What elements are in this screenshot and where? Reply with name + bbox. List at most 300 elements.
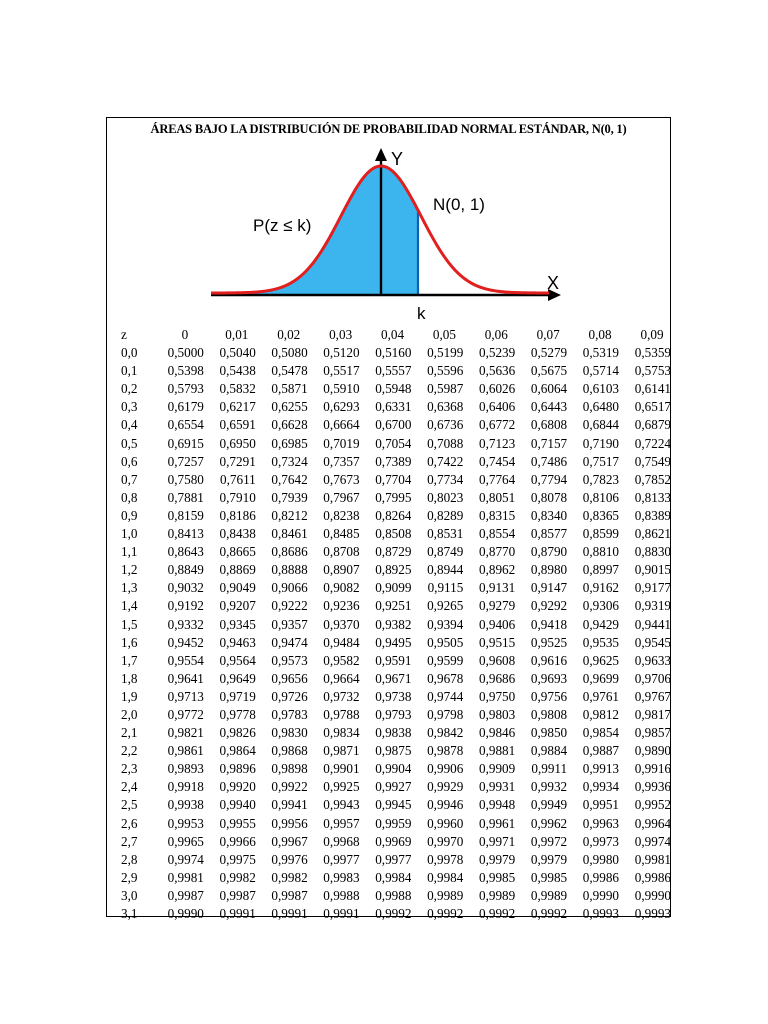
probability-cell: 0,9817: [634, 706, 671, 722]
probability-cell: 0,6443: [530, 399, 568, 415]
probability-cell: 0,6255: [271, 399, 308, 415]
probability-cell: 0,9115: [427, 580, 464, 596]
probability-cell: 0,7881: [167, 489, 204, 505]
z-value-cell: 2,1: [121, 725, 138, 741]
probability-cell: 0,9979: [530, 851, 568, 867]
table-row: [115, 362, 671, 380]
probability-cell: 0,6103: [582, 381, 620, 397]
z-value-cell: 2,2: [121, 743, 138, 759]
probability-cell: 0,9981: [167, 869, 204, 885]
table-row: [115, 742, 671, 760]
probability-cell: 0,7734: [427, 471, 464, 487]
probability-cell: 0,7019: [323, 435, 360, 451]
probability-cell: 0,9162: [582, 580, 620, 596]
probability-cell: 0,9927: [375, 779, 412, 795]
probability-cell: 0,9956: [271, 815, 308, 831]
table-row: [115, 652, 671, 670]
table-row: [115, 887, 671, 905]
probability-cell: 0,7123: [478, 435, 516, 451]
probability-cell: 0,9973: [582, 833, 620, 849]
probability-cell: 0,9960: [427, 815, 464, 831]
probability-cell: 0,8621: [634, 526, 671, 542]
probability-cell: 0,8925: [375, 562, 412, 578]
probability-cell: 0,5120: [323, 345, 360, 361]
table-row: [115, 706, 671, 724]
probability-cell: 0,9969: [375, 833, 412, 849]
probability-cell: 0,5080: [271, 345, 308, 361]
probability-cell: 0,9850: [530, 725, 568, 741]
probability-cell: 0,9808: [530, 706, 568, 722]
probability-cell: 0,9957: [323, 815, 360, 831]
probability-cell: 0,6985: [271, 435, 308, 451]
probability-cell: 0,9896: [219, 761, 256, 777]
probability-cell: 0,9986: [634, 869, 671, 885]
probability-cell: 0,9744: [427, 688, 464, 704]
probability-cell: 0,9989: [427, 887, 464, 903]
table-row: [115, 416, 671, 434]
probability-cell: 0,9974: [167, 851, 204, 867]
probability-cell: 0,9976: [271, 851, 308, 867]
probability-cell: 0,6700: [375, 417, 412, 433]
probability-cell: 0,5636: [478, 363, 516, 379]
z-value-cell: 2,0: [121, 706, 138, 722]
probability-cell: 0,8289: [427, 507, 464, 523]
probability-cell: 0,9803: [478, 706, 516, 722]
y-axis-arrow-icon: [375, 148, 387, 161]
probability-cell: 0,7357: [323, 453, 360, 469]
probability-cell: 0,9793: [375, 706, 412, 722]
probability-cell: 0,9641: [167, 670, 204, 686]
probability-cell: 0,9975: [219, 851, 256, 867]
probability-cell: 0,9989: [530, 887, 568, 903]
probability-cell: 0,9406: [478, 616, 516, 632]
probability-cell: 0,9898: [271, 761, 308, 777]
probability-cell: 0,9932: [530, 779, 568, 795]
column-header: 0: [181, 327, 189, 342]
probability-cell: 0,8389: [634, 507, 671, 523]
probability-cell: 0,8643: [167, 544, 204, 560]
probability-cell: 0,9887: [582, 743, 620, 759]
probability-cell: 0,5517: [323, 363, 360, 379]
z-table: [115, 326, 671, 923]
probability-cell: 0,9871: [323, 743, 360, 759]
probability-cell: 0,5438: [219, 363, 256, 379]
probability-cell: 0,9732: [323, 688, 360, 704]
z-value-cell: 2,7: [121, 833, 138, 849]
probability-cell: 0,7088: [427, 435, 464, 451]
probability-cell: 0,9664: [323, 670, 360, 686]
x-axis-label: X: [547, 273, 560, 293]
probability-cell: 0,7764: [478, 471, 516, 487]
probability-cell: 0,8554: [478, 526, 516, 542]
probability-cell: 0,9948: [478, 797, 516, 813]
probability-cell: 0,8907: [323, 562, 360, 578]
probability-cell: 0,9949: [530, 797, 568, 813]
probability-cell: 0,9671: [375, 670, 412, 686]
probability-cell: 0,7939: [271, 489, 308, 505]
table-row: [115, 398, 671, 416]
probability-cell: 0,6591: [219, 417, 256, 433]
probability-cell: 0,9357: [271, 616, 308, 632]
probability-cell: 0,9505: [427, 634, 464, 650]
probability-cell: 0,7673: [323, 471, 360, 487]
table-row: [115, 507, 671, 525]
probability-cell: 0,8686: [271, 544, 308, 560]
probability-cell: 0,9049: [219, 580, 256, 596]
z-value-cell: 1,7: [121, 652, 138, 668]
page-title: ÁREAS BAJO LA DISTRIBUCIÓN DE PROBABILIDAD NORMAL ESTÁNDAR, N(0, 1): [150, 122, 627, 136]
probability-cell: 0,9988: [323, 887, 360, 903]
probability-cell: 0,9265: [427, 598, 464, 614]
probability-cell: 0,9909: [478, 761, 516, 777]
probability-cell: 0,7704: [375, 471, 412, 487]
z-value-cell: 3,1: [121, 906, 138, 921]
probability-cell: 0,6950: [219, 435, 256, 451]
probability-cell: 0,9974: [634, 833, 671, 849]
y-axis-label: Y: [391, 149, 404, 169]
probability-cell: 0,6293: [323, 399, 360, 415]
probability-cell: 0,6879: [634, 417, 671, 433]
probability-cell: 0,9545: [634, 634, 671, 650]
probability-cell: 0,6026: [478, 381, 516, 397]
probability-cell: 0,6331: [375, 399, 412, 415]
column-header: 0,06: [484, 327, 508, 342]
probability-cell: 0,8106: [582, 489, 620, 505]
probability-cell: 0,9382: [375, 616, 412, 632]
probability-cell: 0,9970: [427, 833, 464, 849]
column-header: 0,04: [380, 327, 405, 342]
probability-cell: 0,6554: [167, 417, 204, 433]
table-row: [115, 905, 671, 923]
probability-cell: 0,9826: [219, 725, 256, 741]
probability-cell: 0,9941: [271, 797, 308, 813]
probability-cell: 0,9893: [167, 761, 204, 777]
z-value-cell: 1,1: [121, 544, 138, 560]
probability-cell: 0,9573: [271, 652, 308, 668]
probability-cell: 0,9943: [323, 797, 360, 813]
probability-cell: 0,8212: [271, 507, 308, 523]
probability-cell: 0,8749: [427, 544, 464, 560]
probability-cell: 0,9925: [323, 779, 360, 795]
probability-cell: 0,8413: [167, 526, 204, 542]
probability-cell: 0,9938: [167, 797, 204, 813]
probability-cell: 0,9756: [530, 688, 568, 704]
z-value-cell: 2,3: [121, 761, 138, 777]
probability-cell: 0,7389: [375, 453, 412, 469]
probability-cell: 0,9961: [478, 815, 516, 831]
probability-cell: 0,9719: [219, 688, 256, 704]
probability-cell: 0,9625: [582, 652, 620, 668]
table-row: [115, 561, 671, 579]
probability-cell: 0,7054: [375, 435, 412, 451]
column-header: 0,01: [225, 327, 249, 342]
probability-cell: 0,8962: [478, 562, 516, 578]
probability-cell: 0,5398: [167, 363, 204, 379]
probability-cell: 0,5199: [427, 345, 464, 361]
probability-cell: 0,6915: [167, 435, 204, 451]
probability-cell: 0,9929: [427, 779, 464, 795]
probability-cell: 0,9983: [323, 869, 360, 885]
probability-cell: 0,9582: [323, 652, 360, 668]
table-row: [115, 670, 671, 688]
probability-cell: 0,9821: [167, 725, 204, 741]
z-value-cell: 1,6: [121, 634, 138, 650]
probability-cell: 0,9236: [323, 598, 360, 614]
table-row: [115, 380, 671, 398]
table-row: [115, 778, 671, 796]
z-value-cell: 2,6: [121, 815, 138, 831]
probability-cell: 0,5987: [427, 381, 464, 397]
z-value-cell: 1,4: [121, 598, 138, 614]
probability-cell: 0,9788: [323, 706, 360, 722]
z-value-cell: 0,8: [121, 489, 138, 505]
z-value-cell: 0,5: [121, 435, 138, 451]
column-header: 0,09: [640, 327, 664, 342]
probability-cell: 0,9177: [634, 580, 671, 596]
probability-cell: 0,9394: [427, 616, 464, 632]
table-header-row: [115, 326, 671, 344]
probability-cell: 0,6844: [582, 417, 620, 433]
probability-cell: 0,9966: [219, 833, 256, 849]
probability-cell: 0,9988: [375, 887, 412, 903]
probability-cell: 0,5239: [478, 345, 516, 361]
probability-cell: 0,9953: [167, 815, 204, 831]
probability-cell: 0,9015: [634, 562, 671, 578]
table-row: [115, 688, 671, 706]
probability-cell: 0,7794: [530, 471, 568, 487]
probability-cell: 0,9913: [582, 761, 620, 777]
z-value-cell: 0,2: [121, 381, 138, 397]
probability-cell: 0,9955: [219, 815, 256, 831]
probability-cell: 0,9986: [582, 869, 620, 885]
probability-cell: 0,7190: [582, 435, 620, 451]
probability-cell: 0,9484: [323, 634, 360, 650]
probability-cell: 0,5000: [167, 345, 204, 361]
probability-cell: 0,9599: [427, 652, 464, 668]
probability-cell: 0,9981: [634, 851, 671, 867]
probability-cell: 0,6772: [478, 417, 516, 433]
probability-cell: 0,9971: [478, 833, 516, 849]
probability-cell: 0,9993: [582, 906, 620, 921]
z-value-cell: 0,0: [121, 345, 138, 361]
z-value-cell: 2,4: [121, 779, 138, 795]
probability-cell: 0,9778: [219, 706, 256, 722]
probability-cell: 0,7454: [478, 453, 516, 469]
probability-cell: 0,9931: [478, 779, 516, 795]
z-value-cell: 1,2: [121, 562, 138, 578]
probability-cell: 0,9441: [634, 616, 671, 632]
probability-cell: 0,9279: [478, 598, 516, 614]
probability-cell: 0,6217: [219, 399, 256, 415]
column-header: 0,07: [536, 327, 560, 342]
probability-cell: 0,9656: [271, 670, 308, 686]
probability-cell: 0,9977: [375, 851, 412, 867]
probability-cell: 0,9525: [530, 634, 568, 650]
table-row: [115, 344, 671, 362]
probability-cell: 0,5675: [530, 363, 568, 379]
probability-cell: 0,7580: [167, 471, 204, 487]
probability-cell: 0,7517: [582, 453, 620, 469]
curve-label: N(0, 1): [433, 195, 485, 214]
probability-cell: 0,9192: [167, 598, 204, 614]
probability-cell: 0,9678: [427, 670, 464, 686]
probability-cell: 0,5040: [219, 345, 256, 361]
z-value-cell: 0,6: [121, 453, 138, 469]
probability-cell: 0,9738: [375, 688, 412, 704]
probability-cell: 0,5832: [219, 381, 256, 397]
z-value-cell: 1,8: [121, 670, 138, 686]
probability-cell: 0,6664: [323, 417, 360, 433]
probability-cell: 0,9495: [375, 634, 412, 650]
probability-cell: 0,6736: [427, 417, 464, 433]
probability-cell: 0,9922: [271, 779, 308, 795]
probability-cell: 0,6179: [167, 399, 204, 415]
probability-cell: 0,9857: [634, 725, 671, 741]
probability-cell: 0,9964: [634, 815, 671, 831]
probability-cell: 0,8340: [530, 507, 568, 523]
probability-cell: 0,9890: [634, 743, 671, 759]
probability-cell: 0,9251: [375, 598, 412, 614]
probability-cell: 0,9838: [375, 725, 412, 741]
probability-cell: 0,9319: [634, 598, 671, 614]
probability-cell: 0,5948: [375, 381, 412, 397]
probability-cell: 0,7995: [375, 489, 412, 505]
probability-cell: 0,9474: [271, 634, 308, 650]
probability-cell: 0,9884: [530, 743, 568, 759]
probability-cell: 0,6517: [634, 399, 671, 415]
probability-cell: 0,9992: [375, 906, 412, 921]
probability-cell: 0,9985: [530, 869, 568, 885]
table-row: [115, 616, 671, 634]
probability-cell: 0,9984: [427, 869, 464, 885]
probability-cell: 0,9767: [634, 688, 671, 704]
probability-cell: 0,9991: [323, 906, 360, 921]
probability-cell: 0,9306: [582, 598, 620, 614]
probability-cell: 0,8023: [427, 489, 464, 505]
table-row: [115, 453, 671, 471]
probability-cell: 0,9713: [167, 688, 204, 704]
probability-cell: 0,9332: [167, 616, 204, 632]
probability-cell: 0,9978: [427, 851, 464, 867]
z-value-cell: 0,3: [121, 399, 138, 415]
probability-cell: 0,8159: [167, 507, 204, 523]
probability-cell: 0,7611: [220, 471, 256, 487]
probability-cell: 0,9429: [582, 616, 620, 632]
probability-cell: 0,8315: [478, 507, 516, 523]
probability-cell: 0,8485: [323, 526, 360, 542]
probability-cell: 0,8944: [427, 562, 464, 578]
probability-cell: 0,9846: [478, 725, 516, 741]
probability-cell: 0,9992: [530, 906, 568, 921]
probability-cell: 0,9920: [219, 779, 256, 795]
probability-cell: 0,5753: [634, 363, 671, 379]
column-header: 0,03: [329, 327, 353, 342]
probability-cell: 0,9945: [375, 797, 412, 813]
probability-cell: 0,9946: [427, 797, 464, 813]
probability-cell: 0,7257: [167, 453, 204, 469]
probability-cell: 0,9783: [271, 706, 308, 722]
probability-cell: 0,9881: [478, 743, 516, 759]
probability-cell: 0,6064: [530, 381, 568, 397]
table-row: [115, 471, 671, 489]
probability-cell: 0,9616: [530, 652, 568, 668]
probability-cell: 0,9292: [530, 598, 568, 614]
probability-cell: 0,8770: [478, 544, 516, 560]
column-header: 0,08: [588, 327, 612, 342]
probability-cell: 0,7291: [219, 453, 256, 469]
probability-cell: 0,9982: [271, 869, 308, 885]
probability-cell: 0,8531: [427, 526, 464, 542]
probability-cell: 0,9812: [582, 706, 620, 722]
probability-cell: 0,8051: [478, 489, 516, 505]
probability-cell: 0,9906: [427, 761, 464, 777]
probability-cell: 0,9934: [582, 779, 620, 795]
probability-cell: 0,6141: [634, 381, 671, 397]
probability-cell: 0,9982: [219, 869, 256, 885]
probability-cell: 0,9772: [167, 706, 204, 722]
probability-cell: 0,6368: [427, 399, 464, 415]
probability-cell: 0,9535: [582, 634, 620, 650]
probability-cell: 0,7910: [219, 489, 256, 505]
probability-cell: 0,6628: [271, 417, 308, 433]
probability-cell: 0,9987: [219, 887, 256, 903]
probability-cell: 0,8264: [375, 507, 412, 523]
column-header: 0,02: [277, 327, 301, 342]
probability-cell: 0,9099: [375, 580, 412, 596]
probability-cell: 0,9901: [323, 761, 360, 777]
table-row: [115, 489, 671, 507]
probability-cell: 0,9608: [478, 652, 516, 668]
table-row: [115, 634, 671, 652]
probability-cell: 0,9842: [427, 725, 464, 741]
probability-cell: 0,9854: [582, 725, 620, 741]
probability-cell: 0,9032: [167, 580, 204, 596]
table-row: [115, 525, 671, 543]
probability-cell: 0,7157: [530, 435, 568, 451]
probability-cell: 0,9798: [427, 706, 464, 722]
probability-cell: 0,8078: [530, 489, 568, 505]
probability-cell: 0,5557: [375, 363, 412, 379]
probability-cell: 0,8810: [582, 544, 620, 560]
probability-cell: 0,9990: [582, 887, 620, 903]
z-value-cell: 1,5: [121, 616, 138, 632]
table-row: [115, 543, 671, 561]
probability-cell: 0,9452: [167, 634, 204, 650]
probability-cell: 0,9952: [634, 797, 671, 813]
probability-cell: 0,6808: [530, 417, 568, 433]
probability-cell: 0,9834: [323, 725, 360, 741]
probability-cell: 0,8599: [582, 526, 620, 542]
probability-cell: 0,9959: [375, 815, 412, 831]
probability-cell: 0,9082: [323, 580, 360, 596]
probability-cell: 0,9991: [219, 906, 256, 921]
probability-cell: 0,9207: [219, 598, 256, 614]
probability-cell: 0,9977: [323, 851, 360, 867]
probability-cell: 0,9830: [271, 725, 308, 741]
probability-cell: 0,9066: [271, 580, 308, 596]
table-row: [115, 435, 671, 453]
z-value-cell: 0,4: [121, 417, 138, 433]
probability-cell: 0,9972: [530, 833, 568, 849]
probability-cell: 0,9918: [167, 779, 204, 795]
z-value-cell: 0,1: [121, 363, 138, 379]
z-value-cell: 1,0: [121, 526, 138, 542]
z-value-cell: 2,5: [121, 797, 138, 813]
probability-cell: 0,9515: [478, 634, 516, 650]
probability-cell: 0,9633: [634, 652, 671, 668]
probability-cell: 0,5596: [427, 363, 464, 379]
probability-cell: 0,8665: [219, 544, 256, 560]
